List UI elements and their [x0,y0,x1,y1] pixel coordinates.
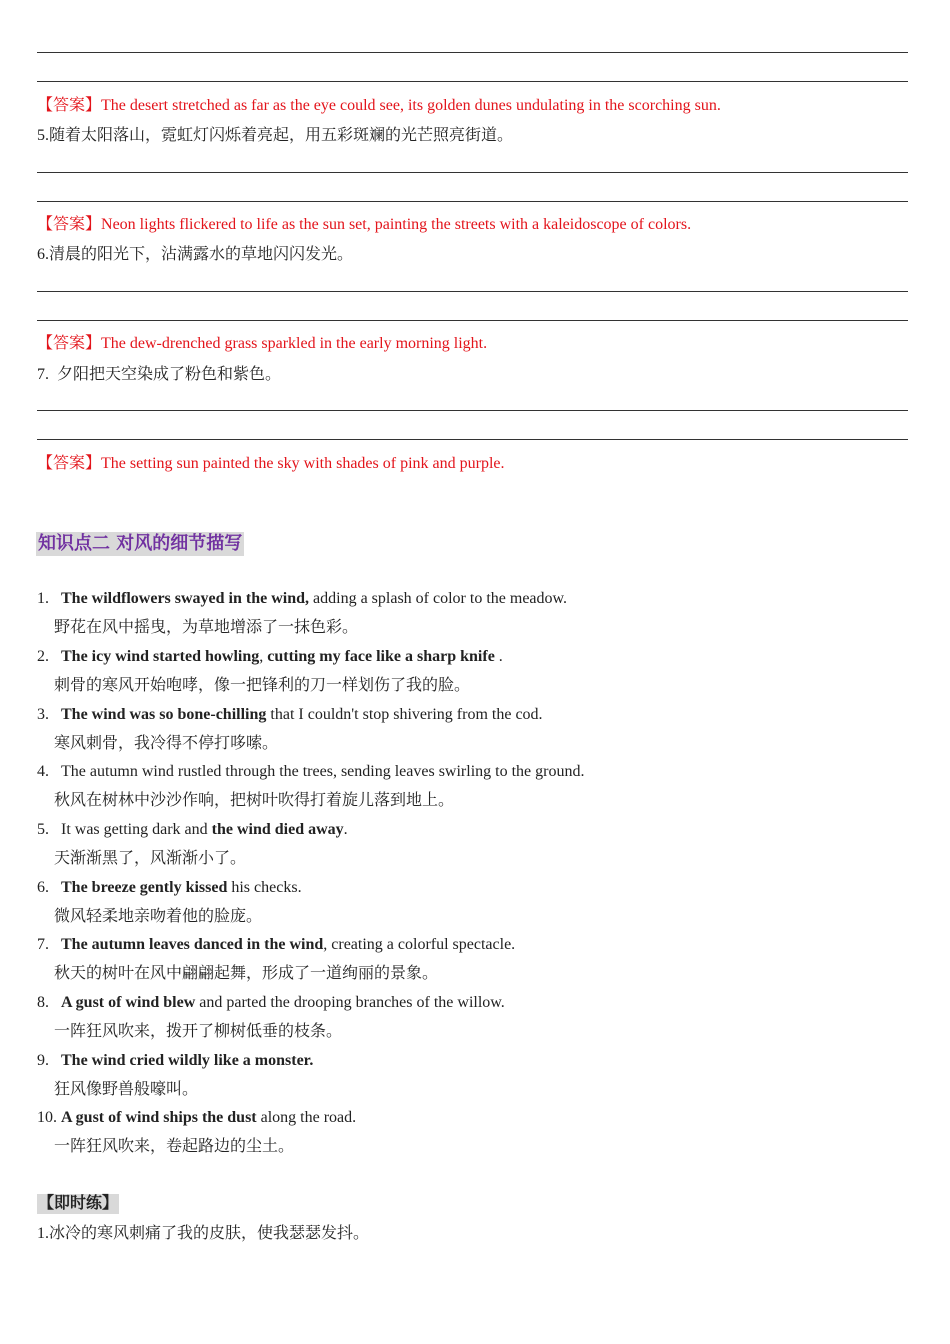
question-text: 6.清晨的阳光下，沾满露水的草地闪闪发光。 [37,246,354,263]
answer-sentence: Neon lights flickered to life as the sun set, painting the streets with a kaleidoscope of colors. [101,216,692,233]
practice-question: 1.冰冷的寒风刺痛了我的皮肤，使我瑟瑟发抖。 [37,1225,370,1242]
item-number: 8. [37,994,49,1011]
answer-text [37,96,721,116]
item-translation: 秋风在树林中沙沙作响，把树叶吹得打着旋儿落到地上。 [54,792,455,809]
item-rest: that I couldn't stop shivering from the cod. [266,706,543,723]
answer-line [37,81,908,82]
item-bold: The autumn leaves danced in the wind [61,936,324,953]
answer-line [37,52,908,53]
item-translation: 秋天的树叶在风中翩翩起舞，形成了一道绚丽的景象。 [54,965,439,982]
item-bold-2: cutting my face like a sharp knife [267,648,495,665]
item-translation: 刺骨的寒风开始咆哮，像一把锋利的刀一样划伤了我的脸。 [54,677,471,694]
list-item [37,820,348,840]
item-rest: his checks. [227,879,302,896]
list-item [37,1108,356,1128]
list-item [37,993,505,1013]
answer-label: 【答案】 [37,97,102,114]
item-bold: the wind died away [211,821,344,838]
item-rest: . [494,648,503,665]
item-translation: 狂风像野兽般嚎叫。 [54,1081,199,1098]
item-bold: The icy wind started howling [61,648,260,665]
answer-line [37,172,908,173]
list-item [37,935,515,955]
question-text: 7. 夕阳把天空染成了粉色和紫色。 [37,366,282,383]
item-number: 10. [37,1109,57,1126]
item-translation: 一阵狂风吹来，拨开了柳树低垂的枝条。 [54,1023,343,1040]
item-pre: It was getting dark and [61,821,212,838]
item-bold: The breeze gently kissed [61,879,228,896]
answer-line [37,201,908,202]
item-rest: and parted the drooping branches of the willow. [195,994,505,1011]
answer-text [37,334,487,354]
item-bold: The wildflowers swayed in the wind, [61,590,310,607]
item-number: 5. [37,821,49,838]
answer-label: 【答案】 [37,335,102,352]
item-mid: , [259,648,268,665]
item-rest: along the road. [256,1109,357,1126]
item-number: 3. [37,706,49,723]
item-rest: , creating a colorful spectacle. [323,936,516,953]
answer-text [37,454,505,474]
answer-sentence: The setting sun painted the sky with shades of pink and purple. [101,455,505,472]
item-rest: The autumn wind rustled through the trees, sending leaves swirling to the ground. [61,763,585,780]
item-translation: 寒风刺骨，我冷得不停打哆嗦。 [54,735,279,752]
item-number: 4. [37,763,49,780]
answer-line [37,410,908,411]
answer-label: 【答案】 [37,455,102,472]
item-number: 9. [37,1052,49,1069]
item-translation: 野花在风中摇曳，为草地增添了一抹色彩。 [54,619,359,636]
item-bold: The wind cried wildly like a monster. [61,1052,314,1069]
list-item [37,878,302,898]
answer-text [37,215,691,235]
item-translation: 一阵狂风吹来，卷起路边的尘土。 [54,1138,295,1155]
list-item [37,647,503,667]
list-item [37,762,584,782]
answer-label: 【答案】 [37,216,102,233]
list-item [37,589,567,609]
item-bold: The wind was so bone-chilling [61,706,267,723]
answer-sentence: The dew-drenched grass sparkled in the early morning light. [101,335,488,352]
item-bold: A gust of wind blew [61,994,196,1011]
practice-label: 【即时练】 [38,1195,119,1212]
answer-line [37,291,908,292]
list-item [37,705,543,725]
answer-line [37,439,908,440]
item-translation: 天渐渐黑了，风渐渐小了。 [54,850,247,867]
section-heading: 知识点二 对风的细节描写 [38,533,243,554]
item-rest: . [343,821,348,838]
item-rest: adding a splash of color to the meadow. [309,590,568,607]
item-number: 6. [37,879,49,896]
item-bold: A gust of wind ships the dust [61,1109,257,1126]
question-text: 5.随着太阳落山，霓虹灯闪烁着亮起，用五彩斑斓的光芒照亮街道。 [37,127,514,144]
item-number: 2. [37,648,49,665]
item-translation: 微风轻柔地亲吻着他的脸庞。 [54,908,263,925]
item-number: 7. [37,936,49,953]
list-item [37,1051,313,1071]
answer-sentence: The desert stretched as far as the eye could see, its golden dunes undulating in the scorching sun. [101,97,721,114]
item-number: 1. [37,590,49,607]
answer-line [37,320,908,321]
